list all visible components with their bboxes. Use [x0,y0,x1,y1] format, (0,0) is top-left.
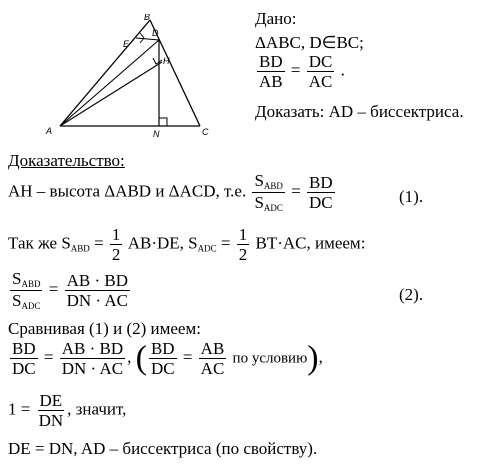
given-ratio: $\frac{BD}{AB}$ = $\frac{DC}{AC}$ . [259,52,345,91]
proof-line3: $\frac{S_{ABD}}{S_{ADC}}$ = $\frac{AB \cdot BD}{DN \cdot AC}$ [12,269,128,311]
segment-ah [60,62,162,126]
fraction: $\frac{1}{2}$ [238,225,248,264]
fraction: $\frac{AB \cdot BD}{DN \cdot AC}$ [66,271,128,310]
fraction: $\frac{BD}{DC}$ [309,173,333,212]
proof-heading: Доказательство: [8,151,125,170]
proof-line5: $\frac{BD}{DC}$ = $\frac{AB \cdot BD}{DN \cdot AC}$ , ( $\frac{BD}{DC}$ = $\frac{AB}{AC}$ по условию), [12,339,323,378]
right-angle-n [159,118,167,126]
label-h: H [163,56,170,66]
proof-ref-1: (1). [399,187,424,206]
label-d: D [152,28,159,38]
fraction: $\frac{BD}{DC}$ [150,339,175,378]
label-c: C [202,127,209,137]
side-ab [60,20,150,126]
label-n: N [153,129,160,139]
label-b: B [144,14,151,22]
fraction: $\frac{S_{ABD}}{S_{ADC}}$ [254,171,283,213]
proof-line6: 1 = $\frac{DE}{DN}$ , значит, [8,391,127,430]
triangle-figure [40,14,225,139]
fraction: $\frac{S_{ABD}}{S_{ADC}}$ [12,269,41,311]
label-e: E [123,39,130,49]
given-prove: Доказать: AD – биссектриса. [255,102,464,121]
proof-ref-2: (2). [399,285,424,304]
segment-ad [60,40,159,126]
fraction: $\frac{DE}{DN}$ [38,391,64,430]
proof-line7: DE = DN, AD – биссектриса (по свойству). [8,439,318,458]
fraction: $\frac{BD}{DC}$ [12,339,36,378]
segment-de [136,38,159,40]
fraction: $\frac{AB}{AC}$ [200,339,225,378]
fraction: $\frac{BD}{AB}$ [259,52,283,91]
given-line1: ΔABC, D∈BC; [255,33,364,52]
proof-line4: Сравнивая (1) и (2) имеем: [8,319,201,338]
fraction: $\frac{AB \cdot BD}{DN \cdot AC}$ [61,339,124,378]
fraction: $\frac{DC}{AC}$ [308,52,333,91]
label-a: A [46,126,53,136]
given-title: Дано: [255,9,297,28]
fraction: $\frac{1}{2}$ [111,225,121,264]
proof-line1: AH – высота ΔABD и ΔACD, т.е. $\frac{S_{ABD}}{S_{ADC}}$ = $\frac{BD}{DC}$ [8,171,333,213]
proof-line2: Так же $S_{ABD}$ = $\frac{1}{2}$ AB·DE, $S_{ADC}$ = $\frac{1}{2}$ BT·AC, имеем: [8,225,366,264]
